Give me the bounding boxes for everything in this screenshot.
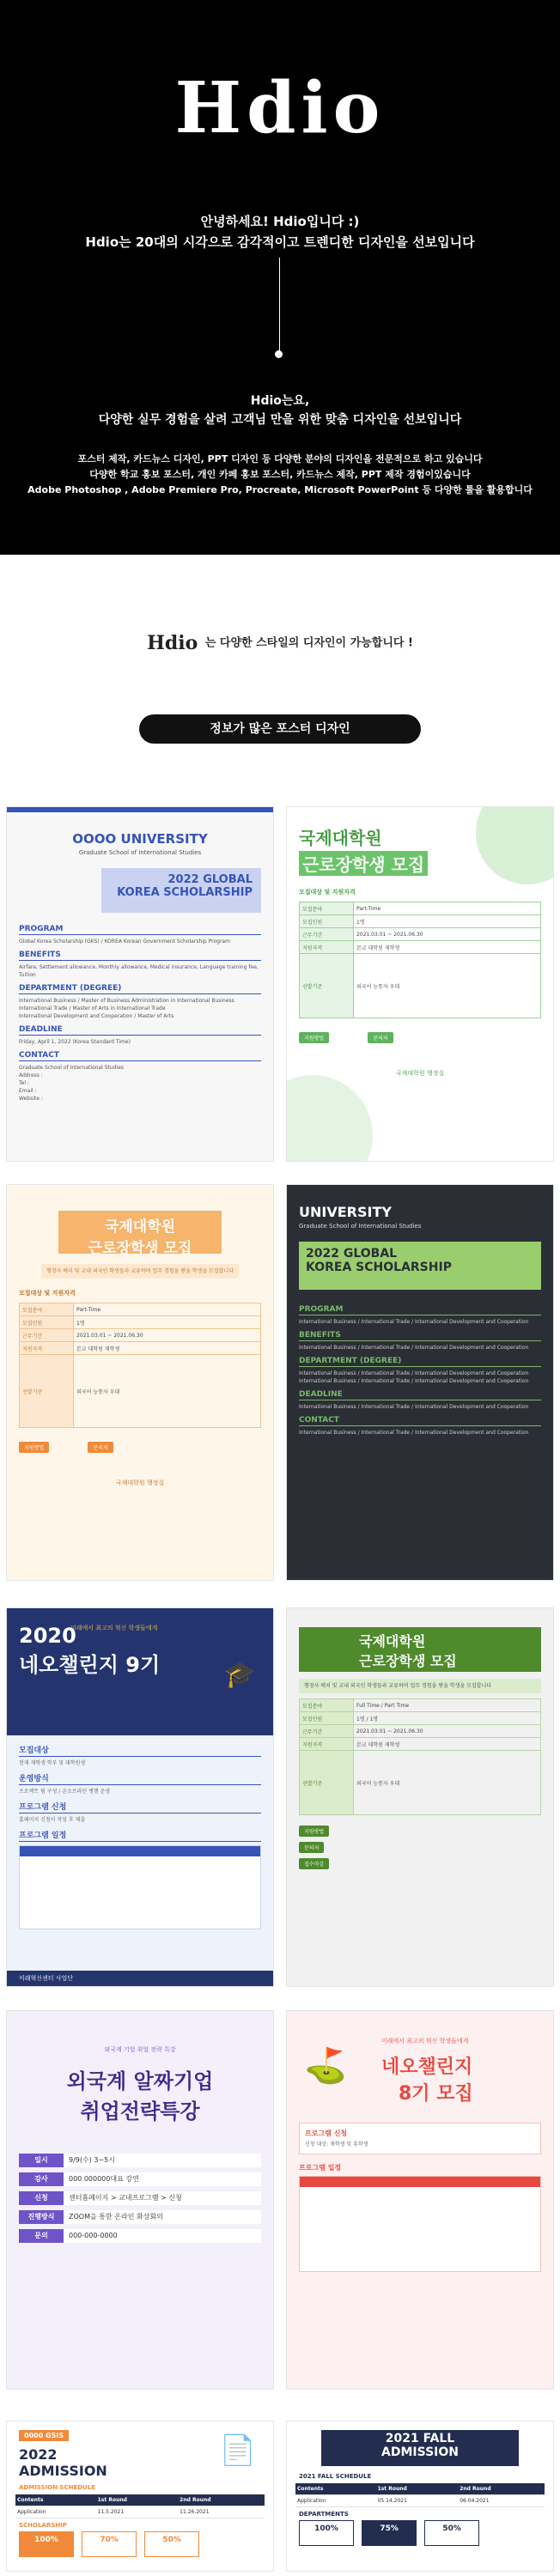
poster-headline-2: KOREA SCHOLARSHIP — [306, 1261, 452, 1274]
poster-admission-2021-fall[interactable] — [287, 2421, 553, 2571]
section-text: 홈페이지 신청서 작성 후 제출 — [19, 1817, 86, 1823]
poster-recruit-orange[interactable] — [7, 1185, 273, 1580]
cell-value: 외국어 능통자 우대 — [354, 954, 541, 1018]
table-header-row — [295, 2483, 545, 2495]
cell: Application — [295, 2495, 376, 2507]
poster-kicker: 외국계 기업 취업 전략 특강 — [104, 2046, 176, 2053]
poster-title-2: 근로장학생 모집 — [88, 1240, 192, 1257]
info-label: 강사 — [19, 2172, 64, 2186]
cell-key: 지원자격 — [300, 941, 354, 954]
table-row — [300, 1751, 541, 1815]
divider-dot — [275, 350, 283, 358]
cell-key: 모집분야 — [300, 1699, 354, 1712]
greeting-tagline: Hdio는 20대의 시각으로 감각적이고 트렌디한 디자인을 선보입니다 — [85, 234, 475, 250]
dept-2: International Trade / Master of Arts in International Trade — [19, 1005, 166, 1012]
poster-year: 2020 — [19, 1624, 76, 1648]
table-header-row — [15, 2494, 265, 2506]
list-item — [19, 2191, 261, 2205]
section-apply: 프로그램 신청 — [19, 1801, 261, 1814]
scholarship-box — [299, 2520, 354, 2546]
section-contact: CONTACT — [299, 1416, 541, 1426]
info-label: 문의 — [19, 2229, 64, 2243]
poster-headline-2: 8기 모집 — [399, 2083, 473, 2105]
table-row — [300, 1712, 541, 1725]
apply-method-tag: 지원방법 — [19, 1442, 49, 1453]
program-text: Global Korea Scholarship (GKS) / KOREA Korean Government Scholarship Program — [19, 939, 230, 945]
poster-title: UNIVERSITY — [299, 1204, 392, 1220]
poster-title-1: 국제대학원 — [299, 828, 382, 848]
poster-headline-2: KOREA SCHOLARSHIP — [117, 886, 253, 899]
cell-value: 외국어 능통자 우대 — [74, 1355, 261, 1428]
schedule-table-header — [20, 1846, 260, 1856]
category-pill[interactable]: 정보가 많은 포스터 디자인 — [139, 714, 421, 744]
poster-subtitle: Graduate School of International Studies — [78, 849, 202, 856]
contact-1: Graduate School of International Studies — [19, 1065, 125, 1071]
style-tagline — [0, 632, 560, 654]
poster-headline-2: ADMISSION — [19, 2463, 107, 2479]
cell-key: 지원자격 — [20, 1342, 74, 1355]
info-label: 신청 — [19, 2191, 64, 2205]
section-text: 신청 대상: 재학생 및 휴학생 — [305, 2142, 368, 2148]
scholarship-value: 75% — [380, 2524, 399, 2533]
table-row — [300, 954, 541, 1018]
cell: 06.04.2021 — [458, 2495, 545, 2507]
poster-title: OOOO UNIVERSITY — [72, 831, 208, 847]
apply-method-tag: 지원방법 — [299, 1826, 329, 1837]
brand-logo: Hdio — [174, 67, 386, 149]
greeting-text: 안녕하세요! Hdio입니다 :) — [200, 214, 360, 229]
tagline-text: 는 다양한 스타일의 디자인이 가능합니다 ! — [204, 636, 413, 650]
poster-recruit-green[interactable] — [287, 807, 553, 1161]
poster-headline-2: ADMISSION — [381, 2445, 459, 2459]
poster-headline-1: 2022 — [19, 2446, 58, 2463]
table-row — [300, 902, 541, 915]
table-row — [15, 2506, 265, 2518]
cell-key: 모집인원 — [300, 915, 354, 928]
poster-headline-2: 취업전략특강 — [80, 2099, 200, 2123]
table-row — [300, 941, 541, 954]
poster-title-box — [299, 1627, 541, 1672]
cell: 1st Round — [376, 2483, 459, 2495]
scholarship-boxes — [19, 2531, 261, 2557]
table-row — [300, 915, 541, 928]
poster-headline: 네오챌린지 9기 — [19, 1653, 161, 1677]
deco-circle — [287, 1075, 373, 1161]
poster-subtitle: Graduate School of International Studies — [299, 1223, 422, 1230]
poster-footer: 미래혁신센터 사업단 — [7, 1971, 273, 1986]
deadline-tag: 접수마감 — [299, 1858, 329, 1869]
intro-block — [0, 392, 560, 429]
poster-footer: 국제대학원 행정실 — [395, 1070, 445, 1077]
table-row — [295, 2495, 545, 2507]
section-text: 현재 재학생 학부 및 대학원생 — [19, 1760, 86, 1766]
deadline-text: Friday, April 1, 2022 (Korea Standard Time) — [19, 1039, 131, 1045]
poster-header — [7, 1608, 273, 1735]
greeting-block — [0, 211, 560, 252]
recruit-table — [299, 902, 541, 1018]
section-text: International Business / International Trade / International Development and Cooperation — [299, 1378, 529, 1384]
cell-value: Part-Time — [354, 902, 541, 915]
recruit-table — [299, 1698, 541, 1815]
intro-line-2: 다양한 실무 경험을 살려 고객님 만을 위한 맞춤 디자인을 선보입니다 — [98, 413, 462, 427]
cell-key: 근무기간 — [20, 1329, 74, 1342]
poster-footer: 국제대학원 행정실 — [115, 1479, 165, 1486]
section-department: DEPARTMENT (DEGREE) — [299, 1357, 541, 1367]
poster-sub: 모집대상 및 지원자격 — [299, 889, 356, 896]
table-row — [300, 1699, 541, 1712]
cell-value: 본교 대학원 재학생 — [354, 941, 541, 954]
poster-headline-box — [101, 868, 261, 913]
scholarship-box — [144, 2531, 199, 2557]
section-contact: CONTACT — [19, 1051, 261, 1061]
contact-tag: 문의처 — [299, 1842, 324, 1853]
section-program: PROGRAM — [19, 925, 261, 935]
cell-value: Part-Time — [74, 1303, 261, 1316]
info-label: 일시 — [19, 2154, 64, 2167]
contact-tag: 문의처 — [368, 1032, 393, 1043]
flag-icon: ⛳ — [304, 2046, 347, 2086]
table-row — [20, 1303, 261, 1316]
poster-neochallenge-8[interactable] — [287, 2011, 553, 2389]
section-text: International Business / International Trade / International Development and Cooperation — [299, 1430, 529, 1436]
section-schedule: 프로그램 일정 — [19, 1829, 261, 1842]
contact-2: Address : — [19, 1072, 43, 1078]
scholarship-value: 50% — [162, 2536, 181, 2544]
section-text: 프로젝트 팀 구성 / 온오프라인 병행 운영 — [19, 1789, 111, 1795]
cell-key: 근무기간 — [300, 1725, 354, 1738]
cell-value: 1명 / 1명 — [354, 1712, 541, 1725]
cell-key: 근무기간 — [300, 928, 354, 941]
poster-admission-2022[interactable] — [7, 2421, 273, 2571]
list-item — [19, 2210, 261, 2224]
section-deadline: DEADLINE — [19, 1025, 261, 1036]
cell: Application — [15, 2506, 96, 2518]
hero-section — [0, 0, 560, 555]
cell: 05.14.2021 — [376, 2495, 459, 2507]
table-row — [20, 1316, 261, 1329]
schedule-table — [299, 2176, 541, 2272]
cell-value: 본교 대학원 재학생 — [354, 1738, 541, 1751]
section-schedule: 2021 FALL SCHEDULE — [299, 2473, 372, 2480]
scholarship-box — [19, 2531, 74, 2557]
poster-kicker: 미래에서 최고의 혁신 학생들에게 — [381, 2038, 469, 2044]
section-deadline: DEADLINE — [299, 1390, 541, 1400]
scholarship-value: 70% — [100, 2536, 119, 2544]
desc-line-2: 다양한 학교 홍보 포스터, 개인 카페 홍보 포스터, 카드뉴스 제작, PPT 제작 경험이있습니다 — [89, 469, 471, 480]
cell-value: 2021.03.01 ~ 2021.06.30 — [354, 1725, 541, 1738]
cell: Contents — [295, 2483, 376, 2495]
cell-key: 지원자격 — [300, 1738, 354, 1751]
table-row — [300, 1738, 541, 1751]
cell-value: 2021.03.01 ~ 2021.06.30 — [354, 928, 541, 941]
graduation-cap-icon: 🎓 — [223, 1660, 256, 1690]
poster-title-box — [58, 1211, 222, 1257]
poster-scholarship-blue[interactable] — [7, 807, 273, 1161]
contact-tag: 문의처 — [88, 1442, 113, 1453]
scholarship-box — [362, 2520, 417, 2546]
section-benefits: BENEFITS — [19, 951, 261, 961]
scholarship-value: 100% — [314, 2524, 338, 2533]
info-label: 진행방식 — [19, 2210, 64, 2224]
section-program: PROGRAM — [299, 1305, 541, 1315]
poster-note: 행정사 배치 및 교내 외국인 학생들과 교류하며 업무 경험을 쌓을 학생을 모집합니다 — [41, 1264, 239, 1279]
poster-headline-1: 2021 FALL — [385, 2432, 455, 2445]
cell-key: 선발기준 — [300, 954, 354, 1018]
section-benefits: BENEFITS — [299, 1331, 541, 1341]
apply-box — [299, 2123, 541, 2154]
cell: 11.5.2021 — [96, 2506, 179, 2518]
cell-key: 모집인원 — [300, 1712, 354, 1725]
cell: 1st Round — [96, 2494, 179, 2506]
poster-title-1: 국제대학원 — [359, 1633, 426, 1649]
table-row — [20, 1355, 261, 1428]
contact-4: Email : — [19, 1088, 37, 1094]
scholarship-box — [82, 2531, 137, 2557]
section-text: International Business / International Trade / International Development and Cooperation — [299, 1370, 529, 1376]
dept-1: International Business / Master of Business Administration in International Business — [19, 998, 234, 1004]
section-target: 모집대상 — [19, 1744, 261, 1757]
poster-neochallenge-9[interactable] — [7, 1608, 273, 1986]
poster-sub: 모집대상 및 지원자격 — [19, 1290, 76, 1297]
section-schedule: ADMISSION SCHEDULE — [19, 2484, 95, 2491]
poster-headline-box — [299, 1242, 541, 1290]
cell: 2nd Round — [178, 2494, 265, 2506]
poster-title-1: 국제대학원 — [104, 1218, 176, 1236]
cell: 11.26.2021 — [178, 2506, 265, 2518]
cell-key: 모집분야 — [20, 1303, 74, 1316]
section-schedule: 프로그램 일정 — [299, 2164, 342, 2172]
poster-note: 행정사 배치 및 교내 외국인 학생들과 교류하며 업무 경험을 쌓을 학생을 모집합니다 — [299, 1679, 541, 1693]
list-item — [19, 2154, 261, 2167]
description-block — [0, 452, 560, 498]
contact-5: Website : — [19, 1096, 43, 1102]
desc-line-3: Adobe Photoshop , Adobe Premiere Pro, Procreate, Microsoft PowerPoint 등 다양한 툴을 활용합니다 — [27, 484, 533, 495]
poster-career-lecture[interactable] — [7, 2011, 273, 2389]
cell: 2nd Round — [458, 2483, 545, 2495]
cell: Contents — [15, 2494, 96, 2506]
cell-value: 1명 — [354, 915, 541, 928]
brand-logo-small: Hdio — [147, 632, 198, 654]
scholarship-value: 50% — [442, 2524, 461, 2533]
cell-key: 모집분야 — [300, 902, 354, 915]
intro-line-1: Hdio는요, — [250, 394, 310, 408]
poster-headline-1: 네오챌린지 — [381, 2057, 473, 2078]
contact-3: Tel : — [19, 1080, 29, 1086]
poster-scholarship-dark[interactable] — [287, 1185, 553, 1580]
info-value: 9/9(수) 3~5시 — [64, 2154, 261, 2167]
section-text: International Business / International Trade / International Development and Cooperation — [299, 1319, 529, 1325]
poster-label: 0000 GSIS — [19, 2430, 69, 2441]
cell-value: 2021.03.01 ~ 2021.06.30 — [74, 1329, 261, 1342]
info-value: ZOOM을 통한 온라인 화상회의 — [64, 2210, 261, 2224]
info-value: 000-000-0000 — [64, 2229, 261, 2243]
poster-title-2: 근로장학생 모집 — [299, 851, 428, 876]
section-text: International Business / International Trade / International Development and Cooperation — [299, 1345, 529, 1351]
scholarship-value: 100% — [34, 2536, 58, 2544]
cell-key: 모집인원 — [20, 1316, 74, 1329]
table-row — [20, 1329, 261, 1342]
divider-line — [279, 258, 280, 352]
cell-key: 선발기준 — [20, 1355, 74, 1428]
section-department: DEPARTMENT (DEGREE) — [19, 984, 261, 994]
table-row — [300, 1725, 541, 1738]
cell-key: 선발기준 — [300, 1751, 354, 1815]
poster-kicker: 미래에서 최고의 혁신 학생들에게 — [70, 1625, 158, 1631]
desc-line-1: 포스터 제작, 카드뉴스 디자인, PPT 디자인 등 다양한 분야의 디자인을 전문적으로 하고 있습니다 — [77, 453, 483, 465]
cell-value: Full Time / Part Time — [354, 1699, 541, 1712]
list-item — [19, 2229, 261, 2243]
poster-title-2: 근로장학생 모집 — [359, 1653, 457, 1669]
section-departments: DEPARTMENTS — [299, 2511, 349, 2518]
table-row — [300, 928, 541, 941]
list-item — [19, 2172, 261, 2186]
poster-headline-1: 2022 GLOBAL — [306, 1247, 398, 1261]
info-value: 센터홈페이지 > 교내프로그램 > 신청 — [64, 2191, 261, 2205]
scholarship-boxes — [299, 2520, 541, 2546]
section-apply: 프로그램 신청 — [305, 2129, 348, 2137]
cell-value: 1명 — [74, 1316, 261, 1329]
section-text: International Business / International Trade / International Development and Cooperation — [299, 1404, 529, 1410]
schedule-table — [15, 2494, 265, 2518]
schedule-table — [295, 2483, 545, 2507]
info-list — [19, 2154, 261, 2243]
poster-headline-box — [321, 2430, 519, 2466]
schedule-table — [19, 1845, 261, 1929]
info-value: 000 000000대표 강연 — [64, 2172, 261, 2186]
cell-value: 외국어 능통자 우대 — [354, 1751, 541, 1815]
dept-3: International Development and Cooperation / Master of Arts — [19, 1013, 174, 1019]
schedule-table-header — [300, 2177, 540, 2187]
poster-headline-1: 외국계 알짜기업 — [66, 2069, 214, 2093]
scholarship-box — [424, 2520, 479, 2546]
section-method: 운영방식 — [19, 1772, 261, 1785]
benefits-text: Airfare, Settlement allowance, Monthly allowance, Medical insurance, Language training fee, Tuition — [19, 964, 259, 978]
apply-method-tag: 지원방법 — [299, 1032, 329, 1043]
section-scholarship: SCHOLARSHIP — [19, 2522, 67, 2529]
poster-headline-1: 2022 GLOBAL — [167, 873, 253, 886]
cell-value: 본교 대학원 재학생 — [74, 1342, 261, 1355]
poster-top-bar — [7, 807, 273, 812]
recruit-table — [19, 1303, 261, 1428]
poster-recruit-darkgreen[interactable] — [287, 1608, 553, 1986]
document-icon: 📄 — [219, 2433, 256, 2468]
table-row — [20, 1342, 261, 1355]
